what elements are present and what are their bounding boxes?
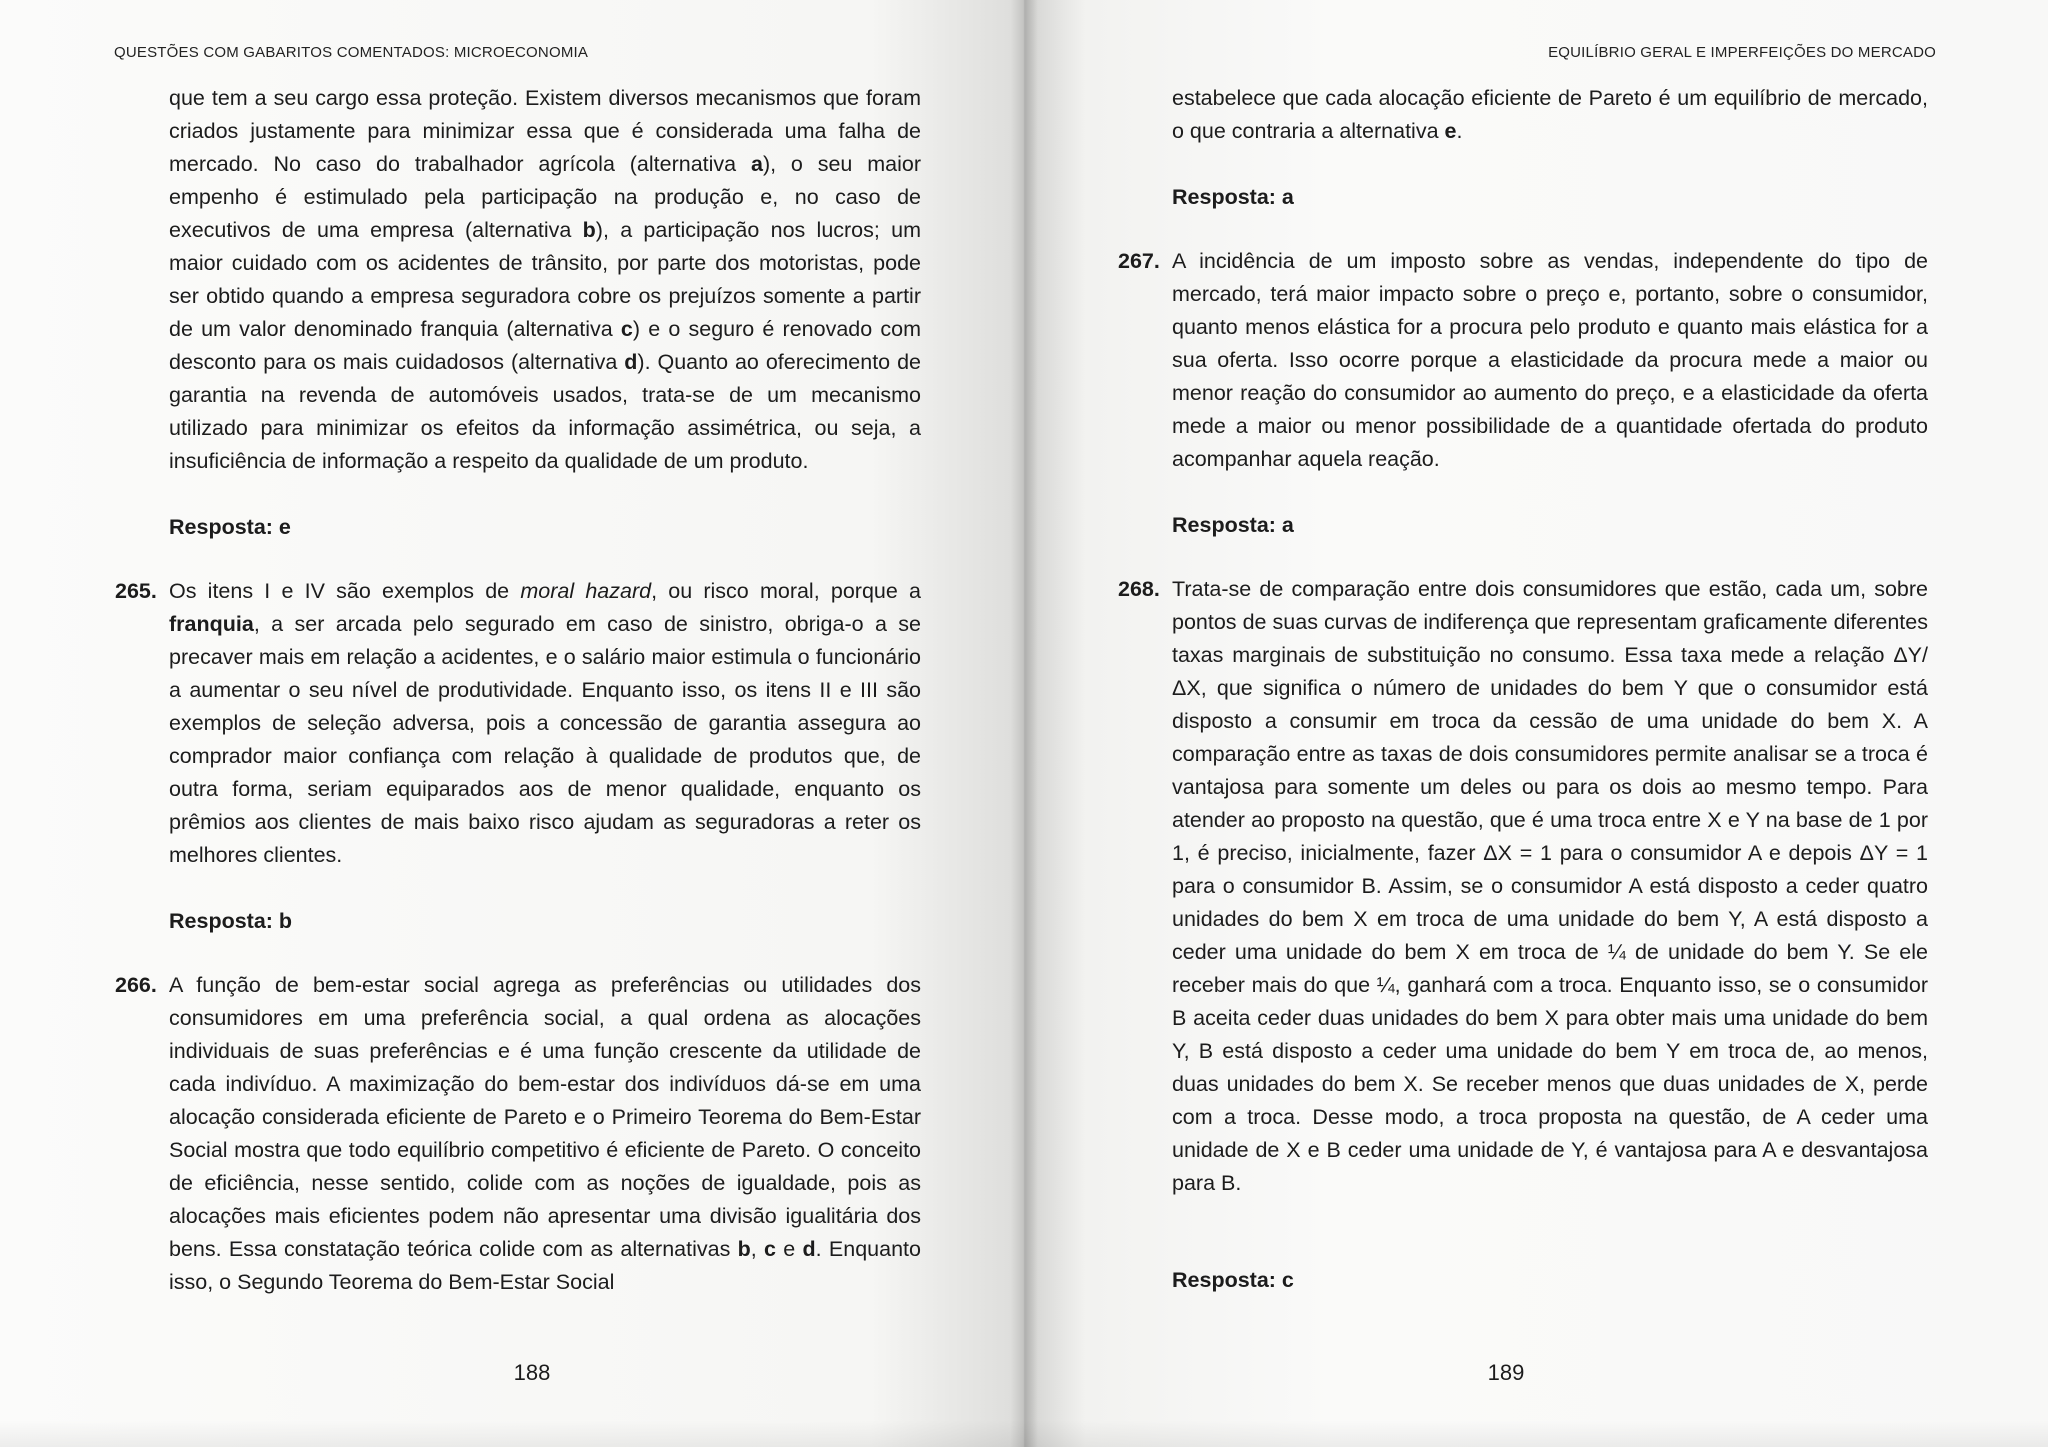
alternative-letter: c [764, 1237, 776, 1261]
alternative-letter: a [750, 152, 763, 176]
text-run: Os itens I e IV são exemplos de [169, 579, 521, 603]
question-267 [1118, 245, 1928, 476]
right-text-column [1118, 82, 1928, 1297]
text-run: ), a participação nos lucros; um maior cuidado com os acidentes de trânsito, por parte dos motoristas, pode ser obtido quando a empresa seguradora cobre os prejuízos somente a partir de um valor denominado franquia (alternativa [169, 218, 921, 341]
question-number: 267. [1118, 249, 1160, 273]
left-page-number: 188 [513, 1360, 551, 1385]
question-number: 266. [115, 973, 157, 997]
text-run: . [1456, 119, 1463, 143]
question-text [169, 575, 921, 872]
alternative-letter: d [624, 350, 638, 374]
text-run: estabelece que cada alocação eficiente de Pareto é um equilíbrio de mercado, o que contraria a alternativa [1172, 86, 1928, 143]
italic-term: moral hazard [520, 579, 652, 603]
left-text-column [115, 82, 921, 1299]
text-run: ) e o seguro é renovado com desconto para os mais cuidadosos (alternativa [169, 317, 921, 374]
continuation-paragraph [115, 82, 921, 478]
text-run: ), o seu maior empenho é estimulado pela participação na produção e, no caso de executivos de uma empresa (alternativa [169, 152, 921, 242]
question-265 [115, 575, 921, 872]
text-run: , a ser arcada pelo segurado em caso de sinistro, obriga-o a se precaver mais em relação a acidentes, e o salário maior estimula o funcionário a aumentar o seu nível de produtividade. Enquanto isso, os itens II e III são exemplos de seleção adversa, pois a concessão de garantia assegura ao comprador maior confiança com relação à qualidade de produtos que, de outra forma, seriam equiparados aos de menor qualidade, enquanto os prêmios aos clientes de mais baixo risco ajudam as seguradoras a reter os melhores clientes. [169, 612, 921, 867]
right-page-number: 189 [1487, 1360, 1525, 1385]
text-run: A função de bem-estar social agrega as preferências ou utilidades dos consumidores em uma preferência social, a qual ordena as alocações individuais de suas preferências e é uma função crescente da utilidade de cada indivíduo. A maximização do bem-estar dos indivíduos dá-se em uma alocação considerada eficiente de Pareto e o Primeiro Teorema do Bem-Estar Social mostra que todo equilíbrio competitivo é eficiente de Pareto. O conceito de eficiência, nesse sentido, colide com as noções de igualdade, pois as alocações mais eficientes podem não apresentar uma divisão igualitária dos bens. Essa constatação teórica colide com as alternativas [169, 973, 921, 1261]
right-running-head: EQUILÍBRIO GERAL E IMPERFEIÇÕES DO MERCADO [1548, 44, 1936, 61]
answer-265: Resposta: b [169, 909, 293, 933]
text-run: , [750, 1237, 765, 1261]
text-run: . Enquanto isso, o Segundo Teorema do Bem-Estar Social [169, 1237, 921, 1294]
left-running-head: QUESTÕES COM GABARITOS COMENTADOS: MICROECONOMIA [114, 44, 589, 61]
continuation-paragraph [1118, 82, 1928, 148]
bold-term: franquia [169, 612, 254, 636]
answer-266: Resposta: a [1172, 185, 1294, 209]
book-gutter-shadow [1010, 0, 1038, 1447]
alternative-letter: c [620, 317, 633, 341]
page-edge-shadow [0, 1420, 2048, 1447]
right-page [1024, 0, 2048, 1447]
text-run: que tem a seu cargo essa proteção. Existem diversos mecanismos que foram criados justamente para minimizar essa que é considerada uma falha de mercado. No caso do trabalhador agrícola (alternativa [169, 86, 921, 176]
text-run: ). Quanto ao oferecimento de garantia na revenda de automóveis usados, trata-se de um mecanismo utilizado para minimizar os efeitos da informação assimétrica, ou seja, a insuficiência de informação a respeito da qualidade de um produto. [169, 350, 922, 473]
text-run: , ou risco moral, porque a [651, 579, 921, 603]
alternative-letter: b [737, 1237, 751, 1261]
question-number: 268. [1118, 577, 1160, 601]
question-268 [1118, 573, 1928, 1200]
question-266 [115, 969, 921, 1299]
answer-268: Resposta: c [1172, 1268, 1294, 1292]
question-text: A incidência de um imposto sobre as vendas, independente do tipo de mercado, terá maior impacto sobre o preço e, portanto, sobre o consumidor, quanto menos elástica for a procura pelo produto e quanto mais elástica for a sua oferta. Isso ocorre porque a elasticidade da procura mede a maior ou menor reação do consumidor ao aumento do preço, e a elasticidade da oferta mede a maior ou menor possibilidade de a quantidade ofertada do produto acompanhar aquela reação. [1172, 249, 1928, 471]
question-text: Trata-se de comparação entre dois consumidores que estão, cada um, sobre pontos de suas curvas de indiferença que representam graficamente diferentes taxas marginais de substituição no consumo. Essa taxa mede a relação ΔY/ΔX, que significa o número de unidades do bem Y que o consumidor está disposto a consumir em troca da cessão de uma unidade do bem X. A comparação entre as taxas de dois consumidores permite analisar se a troca é vantajosa para somente um deles ou para os dois ao mesmo tempo. Para atender ao proposto na questão, que é uma troca entre X e Y na base de 1 por 1, é preciso, inicialmente, fazer ΔX = 1 para o consumidor A e depois ΔY = 1 para o consumidor B. Assim, se o consumidor A está disposto a ceder quatro unidades do bem X em troca de uma unidade do bem Y, A está disposto a ceder uma unidade do bem X em troca de ¼ de unidade do bem Y. Se ele receber mais do que ¼, ganhará com a troca. Enquanto isso, se o consumidor B aceita ceder duas unidades do bem X para obter mais uma unidade do bem Y, B está disposto a ceder uma unidade do bem Y em troca de, ao menos, duas unidades do bem X. Se receber menos que duas unidades de X, perde com a troca. Desse modo, a troca proposta na questão, de A ceder uma unidade de X e B ceder uma unidade de Y, é vantajosa para A e desvantajosa para B. [1172, 577, 1928, 1195]
alternative-letter: d [802, 1237, 816, 1261]
question-number: 265. [115, 579, 157, 603]
answer-264: Resposta: e [169, 515, 291, 539]
alternative-letter: e [1444, 119, 1457, 143]
alternative-letter: b [582, 218, 596, 242]
text-run: e [775, 1237, 803, 1261]
question-text [169, 969, 921, 1299]
answer-267: Resposta: a [1172, 513, 1294, 537]
